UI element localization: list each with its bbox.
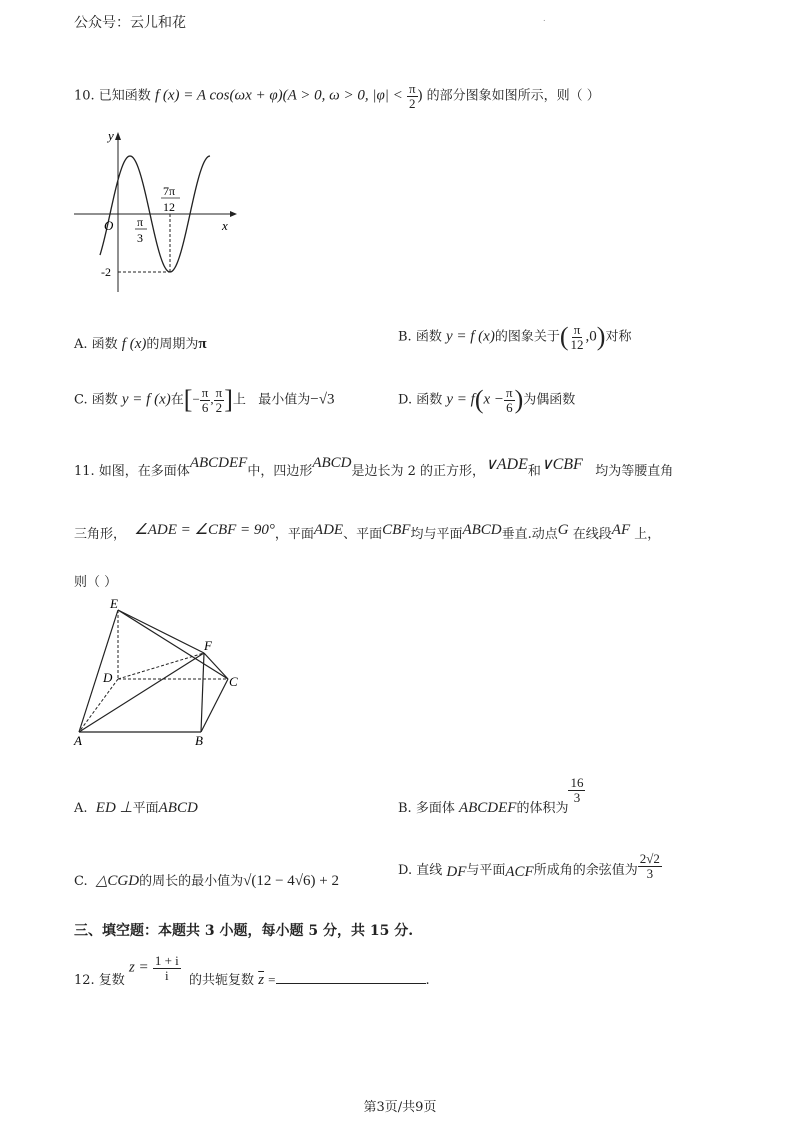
- edge-BC: [201, 679, 228, 732]
- q10-graph: [70, 122, 240, 297]
- section-3-title: 三、填空题：本题共 3 小题，每小题 5 分，共 15 分.: [74, 923, 414, 939]
- edge-AF: [79, 653, 204, 732]
- q12-stem: 12. 复数 z = $\frac{1 + i}{i}$ 的共轭复数 $\overline{z}$ = .: [74, 953, 430, 988]
- q10-phi-bound: $\frac{\pi}{2}$: [408, 81, 416, 111]
- q11-line1: 11. 如图，在多面体ABCDEF中，四边形ABCD是边长为 2 的正方形，∨ADE和∨CBF 均为等腰直角: [74, 455, 674, 479]
- q10-tail: 的部分图象如图所示，则（ ）: [426, 88, 600, 104]
- q11-option-a: A. ED ⊥平面ABCD: [74, 800, 198, 816]
- y-label: y: [108, 128, 114, 143]
- edge-FB: [201, 653, 204, 732]
- page-footer: 第3页/共9页: [363, 1100, 437, 1115]
- pi3-num: π: [137, 215, 144, 229]
- q10-option-d: D. 函数 y = f(x − $\frac{\pi}{6}$ )为偶函数: [398, 384, 576, 415]
- q10-option-c: C. 函数 y = f (x)在[− $\frac{\pi}{6}$ , $\frac{\pi}{2}$ ]上 最小值为−√3: [74, 384, 335, 415]
- p712-num: 7π: [163, 184, 176, 198]
- edge-DF: [118, 653, 204, 679]
- vertex-B: B: [195, 733, 203, 748]
- q10-option-a: A. 函数 f (x)的周期为π: [74, 336, 207, 352]
- p712-den: 12: [163, 200, 175, 214]
- q10-function: f (x) = A cos(ωx + φ)(A > 0, ω > 0, |φ| <: [154, 87, 403, 104]
- header-dot: .: [543, 14, 546, 23]
- minus-two-label: -2: [101, 265, 111, 279]
- x-label: x: [222, 218, 228, 233]
- q11-line2: 三角形， ∠ADE = ∠CBF = 90°，平面ADE、平面CBF均与平面ABCD垂直.动点G 在线段AF 上，: [74, 522, 661, 542]
- q10-option-b: B. 函数 y = f (x)的图象关于( $\frac{\pi}{12}$ ,0)对称: [398, 321, 632, 352]
- q11-line3: 则（ ）: [74, 575, 118, 590]
- q10-number: 10. 已知函数: [74, 88, 151, 104]
- vertex-A: A: [74, 733, 82, 748]
- x-axis-arrow: [230, 211, 237, 217]
- vertex-E: E: [110, 596, 118, 611]
- answer-blank[interactable]: [276, 971, 426, 984]
- y-axis-arrow: [115, 132, 121, 140]
- vertex-C: C: [229, 674, 238, 689]
- edge-EF: [118, 610, 204, 653]
- q11-option-d: D. 直线 DF与平面ACF所成角的余弦值为 $\frac{2√2}{3}$: [398, 851, 660, 881]
- header-source: 公众号：云儿和花: [74, 15, 186, 31]
- pi3-den: 3: [137, 231, 143, 245]
- q10-stem: 10. 已知函数 f (x) = A cos(ωx + φ)(A > 0, ω > 0, |φ| < $\frac{\pi}{2}$ ) 的部分图象如图所示，则（ ）: [74, 81, 600, 111]
- vertex-D: D: [103, 670, 113, 685]
- edge-DA: [79, 679, 118, 732]
- q11-option-c: C. △CGD的周长的最小值为√(12 − 4√6) + 2: [74, 873, 339, 889]
- origin-label: O: [104, 218, 114, 233]
- q11-option-b: B. 多面体 ABCDEF的体积为 $\frac{16}{3}$: [398, 775, 584, 816]
- vertex-F: F: [204, 638, 212, 653]
- q11-figure: [70, 594, 250, 750]
